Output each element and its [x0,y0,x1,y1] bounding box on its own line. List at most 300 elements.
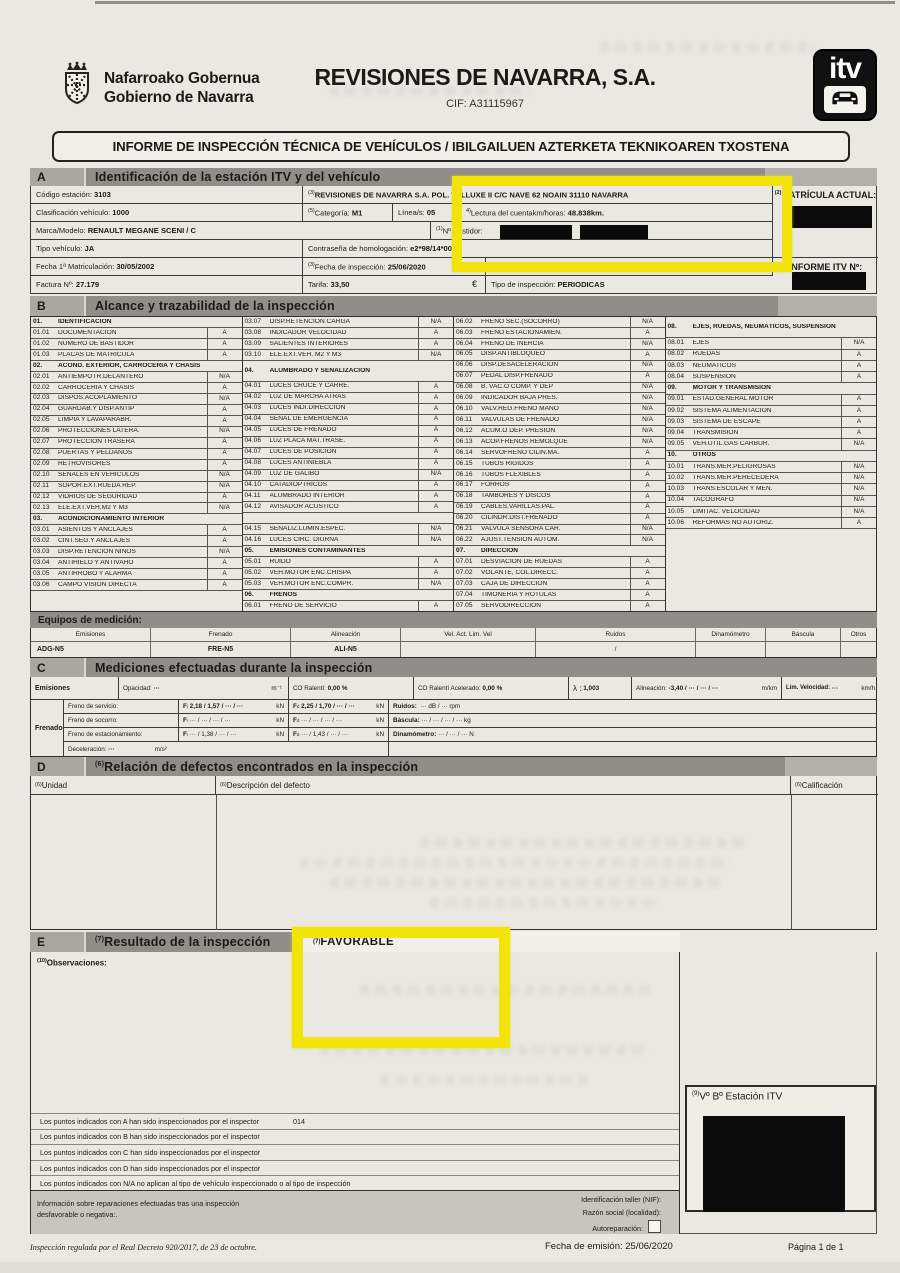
car-icon [824,86,866,113]
inspection-scope-table [30,316,877,612]
equipo-frenado-value: FRE-N5 [151,642,291,657]
item-label: ACOND. EXTERIOR, CARROCERÍA Y CHASIS [58,362,201,369]
inspection-item [454,568,665,579]
section-e-letter: E [30,932,86,952]
inspection-item [243,513,454,524]
frenado-row-label: Frenado [31,700,64,757]
item-code: 04.09 [244,470,262,478]
item-code: 02.01 [33,372,50,380]
inspection-item [243,437,454,448]
equipos-col-emisiones: Emisiones [31,628,151,641]
estacion-sup: (3) [308,190,315,196]
freno-servicio-fd-value: 2,25 / 1,70 / ··· / ··· [301,703,355,710]
item-label: DISP.DESACELERACION [481,362,559,369]
info-line1: Información sobre reparaciones efectuadas tras una inspección [37,1199,240,1208]
item-code: 04.08 [244,459,262,467]
item-result: A [630,568,665,578]
item-result: A [841,518,876,528]
item-code: 06.03 [456,328,473,336]
item-result: N/A [841,439,876,449]
item-label: CAJA DE DIRECCION [481,580,548,587]
f-sub-der: d [296,704,300,709]
item-label: REFORMAS NO AUTORIZ. [692,519,774,526]
item-label: ANTIEMPOTR.DELANTERO [58,373,144,380]
item-code: 02.08 [33,449,50,457]
navarra-coat-of-arms-icon [60,61,94,115]
inspection-item [31,449,242,460]
linea-cell [393,204,461,222]
item-result: A [418,404,453,414]
inspection-item [454,448,665,459]
freno-servicio-label: Freno de servicio: [64,700,179,714]
lectura-label: Lectura del cuentakm/horas: [470,208,566,218]
item-code: 03.06 [33,580,50,588]
item-label: CAMPO VISION DIRECTA [58,581,137,588]
section-b-title: Alcance y trazabilidad de la inspección [95,299,335,313]
item-code: 06.04 [456,339,473,347]
descripcion-header [216,776,791,795]
inspection-item [31,383,242,394]
item-label: LIMPIA Y LAVAPARABR. [58,417,132,424]
equipos-col-otros: Otros [850,631,867,638]
contrasena-label: Contraseña de homologación: [308,244,409,253]
inspection-item [666,496,877,507]
item-label: SEÑALES EN VEHICULOS [58,472,140,479]
item-result: A [418,481,453,491]
item-result: A [630,350,665,360]
legend-text: Los puntos indicados con N/A no aplican al tipo de vehículo inspeccionado o al tipo de inspección [40,1179,351,1189]
item-code: 06. [244,590,254,598]
inspection-item [454,383,665,394]
item-label: FRENO DE INERCIA [481,340,544,347]
lim-velocidad-value: ··· [831,684,839,692]
clasificacion-value: 1000 [112,208,130,217]
equipo-ruidos-value: / [536,642,696,657]
item-label: VOLANTE, COL.DIRECC. [481,569,558,576]
ruidos-value: ··· dB / ··· rpm [420,703,461,710]
item-label: CINT.SEG.Y ANCLAJES [58,538,131,545]
item-result: N/A [841,462,876,472]
item-result [208,317,242,327]
item-result: A [418,502,453,512]
item-result: A [630,481,665,491]
lectura-value: 48.838km. [567,208,604,218]
equipos-col-dinamometro: Dinamómetro [696,628,766,641]
item-code: 04.15 [244,525,262,533]
lim-velocidad-label: Lim. Velocidad: [786,685,831,691]
tipo-inspeccion-label: Tipo de inspección: [491,280,556,289]
item-code: 02.13 [33,504,50,512]
item-code: 04.06 [244,437,262,445]
item-result: N/A [418,317,453,327]
categoria-label: Categoría: [314,208,350,218]
item-label: EJES [692,340,709,347]
fecha-matriculacion-label: Fecha 1ª Matriculación: [36,262,115,271]
item-code: 03.02 [33,537,50,545]
inspection-item [666,507,877,518]
item-code: 08.03 [667,361,685,369]
observaciones-label: Observaciones: [46,958,107,968]
inspection-item [31,558,242,569]
kn-unit: kN [276,703,284,710]
item-label: LUCES CRUCE Y CARRE. [269,383,350,390]
deceleracion-value: ··· [108,746,115,753]
freno-socorro-fd [289,714,389,728]
inspection-item [454,503,665,514]
tipo-inspeccion-value: PERIODICAS [557,280,605,289]
inspection-item [31,569,242,580]
opacidad-label: Opacidad: [123,684,152,692]
item-label: NEUMATICOS [692,362,736,369]
inspection-item [454,459,665,470]
item-label: AJUST.TENSION AUTOM. [481,537,560,544]
item-result: N/A [207,372,242,382]
f-symbol: F [293,703,297,710]
item-label: AVISADOR ACUSTICO [269,504,339,511]
item-label: DISPOS.ACOPLAMIENTO [58,395,138,402]
freno-servicio-fi-value: 2,18 / 1,57 / ··· / ··· [189,703,244,710]
equipos-col-bascula: Báscula [766,628,841,641]
item-label: ELE.EXT.VEH.M2 Y M3 [58,505,128,512]
co-acelerado-cell [414,677,569,700]
item-label: LUCES CIRC. DIURNA [269,537,339,544]
item-code: 04.03 [244,404,262,412]
deceleracion-unit: m/s² [154,746,167,753]
government-name [104,69,260,108]
info-line2: desfavorable o negativa:. [37,1209,118,1219]
report-title: INFORME DE INSPECCIÓN TÉCNICA DE VEHÍCULOS / IBILGAILUEN AZTERKETA TEKNIKOAREN TXOSTENA [112,139,790,154]
item-result: A [418,437,453,447]
inspection-item [31,394,242,405]
vobo-sup: (9) [692,1091,700,1097]
co-ralenti-cell [289,677,414,700]
inspection-item [666,484,877,495]
f-symbol: F [183,731,187,738]
equipos-title: Equipos de medición: [38,614,142,626]
item-result: A [418,328,453,338]
item-result: N/A [207,427,242,437]
item-result [419,513,453,523]
item-label: PROTECCION TRASERA [58,439,135,446]
reparaciones-info-box [31,1190,679,1234]
item-label: RUIDO [269,558,291,565]
freno-socorro-fi-value: ··· / ··· / ··· / ··· [189,717,231,724]
item-code: 02.12 [33,493,50,501]
inspection-item [31,460,242,471]
descripcion-label: Descripción del defecto [226,780,310,790]
inspection-item [243,579,454,590]
item-label: ALUMBRADO INTERIOR [269,493,345,500]
inspection-item [31,525,242,536]
freno-servicio-fi [179,700,289,714]
item-result: A [630,459,665,469]
section-e-title [86,935,299,949]
lim-velocidad-unit: km/h [861,684,875,692]
item-code: 02.07 [33,438,50,446]
marca-label: Marca/Modelo: [36,226,86,235]
item-code: 10.03 [667,485,685,493]
item-code: 01.02 [33,339,50,347]
inspection-item [243,361,454,382]
item-result: A [630,590,665,600]
dinamometro-value: ··· / ··· / ··· N [438,731,474,738]
f-symbol: F [293,717,297,724]
item-result: N/A [630,426,665,436]
item-code: 06.09 [456,394,473,402]
item-label: ANTIRROBO Y ALARMA [58,570,132,577]
item-result: A [630,372,665,382]
inspection-item [31,514,242,525]
item-label: ASIENTOS Y ANCLAJES [58,527,133,534]
item-code: 02.10 [33,471,50,479]
tipo-vehiculo-cell [31,240,303,258]
item-result: A [418,601,453,611]
inspection-item [31,339,242,350]
deceleracion-label: Deceleración: [68,746,107,753]
inspection-item [243,557,454,568]
inspection-item [31,416,242,427]
item-result: A [418,339,453,349]
item-label: VEH.MOTOR ENC.CHISPA [269,569,351,576]
inspection-item [454,514,665,525]
freno-estacionamiento-fd-value: ··· / 1,43 / ··· / ··· [301,731,349,738]
estacion-direccion-resaltada: XE II C/C NAVE 62 NOAIN 31110 NAVARRA [475,190,629,200]
inspection-item [454,317,665,328]
item-result: A [841,428,876,438]
item-result: A [207,569,242,579]
item-result: N/A [418,524,453,534]
inspection-item [666,383,877,394]
item-result: A [418,415,453,425]
item-code: 09.01 [667,395,685,403]
item-code: 02.11 [33,482,50,490]
item-label: FRENOS [269,591,297,598]
inspection-item [454,339,665,350]
linea-label: Línea/s: [398,208,425,217]
item-result: N/A [630,339,665,349]
item-code: 04.04 [244,415,262,423]
calificacion-sup: (6) [795,782,802,788]
kn-unit: kN [376,731,384,738]
clasificacion-label: Clasificación vehículo: [36,208,111,217]
item-label: LUCES DE FRENADO [269,427,337,434]
item-label: ESTAD.GENERAL MOTOR [692,396,774,403]
unidad-label: Unidad [41,780,68,790]
company-cif: CIF: A31115967 [446,98,524,110]
item-code: 06.18 [456,492,473,500]
resultado-value: FAVORABLE [320,936,395,948]
item-code: 02.04 [33,405,50,413]
item-code: 07.03 [456,579,473,587]
item-code: 10.06 [667,518,685,526]
item-result: N/A [418,535,453,545]
item-result: N/A [630,437,665,447]
item-code: 04.07 [244,448,262,456]
item-code: 02.05 [33,416,50,424]
inspection-item [243,470,454,481]
codigo-estacion-value: 3103 [93,190,111,199]
item-result: N/A [207,482,242,492]
marca-modelo-cell [31,222,431,240]
item-label: GUARDAB.Y DISP.ANTIP [58,406,135,413]
inspection-item [243,415,454,426]
section-d-letter: D [30,757,86,776]
alineacion-cell [632,677,782,700]
legend-text: Los puntos indicados con B han sido inspeccionados por el inspector [40,1132,260,1142]
inspection-item [31,547,242,558]
fecha-inspeccion-label: Fecha de inspección: [314,262,386,272]
item-code: 04. [244,366,254,374]
item-label: INDICADOR BAJA PRES. [481,395,558,402]
equipos-col-alineacion: Alineación [291,628,401,641]
item-result: A [207,536,242,546]
inspection-item [666,529,877,611]
bastidor-label: Nº Bastidor: [442,226,483,236]
mediciones-table [30,677,877,757]
inspection-column-2 [243,317,455,611]
freno-estacionamiento-fi [179,728,289,742]
item-result: A [630,503,665,513]
item-code: 06.06 [456,361,473,369]
scan-top-edge-line [95,1,895,4]
item-label: VEH.UTIL.GAS CARBUR. [692,441,770,448]
item-label: B. VAC.O COMP. Y DEP [481,384,554,391]
lambda-cell [569,677,632,700]
categoria-cell [303,204,393,222]
inspection-item [243,317,454,328]
item-code: 04.02 [244,393,262,401]
item-label: ALUMBRADO Y SEÑALIZACIÓN [269,367,370,374]
item-code: 03. [33,515,43,523]
item-code: 10.05 [667,507,685,515]
section-c-header [30,658,877,677]
section-a-title: Identificación de la estación ITV y del vehículo [95,170,381,184]
inspection-item [454,481,665,492]
inspection-item [243,546,454,557]
unidad-sup: (6) [35,782,42,788]
legend-inspector-code: 014 [292,1116,305,1126]
item-result: A [841,417,876,427]
inspection-item [454,590,665,601]
equipos-header [30,612,877,628]
equipos-col-ruidos: Ruidos [536,628,696,641]
inspection-column-3 [454,317,666,611]
item-result: A [630,579,665,589]
item-label: TRANS.MER.PELIGROSAS [692,463,776,470]
item-code: 06.16 [456,470,473,478]
item-label: SEÑALIZ.LUMIN.ESPEC. [269,526,346,533]
inspection-item [454,393,665,404]
clasificacion-cell [31,204,303,222]
inspection-item [243,590,454,601]
item-code: 06.19 [456,503,473,511]
f-sub-der: d [296,732,300,737]
item-code: 09.03 [667,417,685,425]
item-code: 04.01 [244,382,262,390]
item-code: 03.05 [33,569,50,577]
item-result: N/A [418,579,453,589]
item-result: N/A [630,415,665,425]
item-result: A [207,350,242,360]
inspection-item [31,438,242,449]
fecha-matriculacion-cell [31,258,303,276]
footer-pagina: Página 1 de 1 [788,1242,844,1252]
inspection-item [31,328,242,339]
inspection-item [243,601,454,611]
item-label: VIDRIOS DE SEGURIDAD [58,494,138,501]
alineacion-unit: m/km [761,684,777,692]
item-code: 07. [456,547,466,555]
item-code: 10.04 [667,496,685,504]
inspection-item [454,546,665,557]
lambda-value: 1,003 [583,684,600,692]
item-code: 08.02 [667,350,685,358]
item-result: A [418,568,453,578]
inspection-item [454,328,665,339]
lim-velocidad-cell [782,677,877,700]
item-code: 10. [667,451,677,459]
inspection-item [243,404,454,415]
item-code: 06.13 [456,437,473,445]
item-result: A [207,525,242,535]
item-result: A [207,460,242,470]
inspection-item [666,451,877,462]
inspection-item [31,580,242,591]
item-code: 06.02 [456,317,473,325]
lectura-sup: 4) [466,208,471,214]
section-d-header [30,757,877,776]
item-result [631,546,665,556]
f-sub-izq: i [186,732,188,737]
informe-itv-label: INFORME ITV Nº: [788,262,863,272]
item-result: N/A [630,393,665,403]
item-code: 08.04 [667,372,685,380]
item-result: A [841,361,876,371]
item-result [208,591,242,611]
f-symbol: F [293,731,297,738]
government-name-basque: Nafarroako Gobernua [104,70,260,87]
item-result: N/A [630,317,665,327]
section-e-sup: (7) [95,935,105,943]
highlight-box-lectura [452,176,792,272]
inspection-item [666,317,877,338]
marca-value: RENAULT MEGANE SCENI / C [87,226,196,235]
defectos-table [30,776,877,930]
defectos-col-divider [216,795,217,930]
item-code: 03.03 [33,548,50,556]
item-code: 04.12 [244,503,262,511]
item-result: A [841,406,876,416]
item-result [419,546,453,556]
opacidad-value: ··· [153,684,160,692]
item-label: PUERTAS Y PELDAÑOS [58,450,133,457]
f-symbol: F [183,717,187,724]
item-result: A [841,395,876,405]
item-label: LUZ DE MARCHA ATRAS [269,394,346,401]
legend-line [31,1161,679,1177]
section-c-title: Mediciones efectuadas durante la inspección [95,660,373,675]
item-label: PEDAL DISP.FRENADO [481,373,553,380]
dinamometro-label: Dinamómetro: [393,731,437,738]
item-result: N/A [841,338,876,348]
taller-nif-label: Identificación taller (NIF): [581,1195,661,1204]
item-code: 06.21 [456,525,473,533]
item-code: 06.08 [456,383,473,391]
freno-socorro-label: Freno de socorro: [64,714,179,728]
section-d-title-text: Relación de defectos encontrados en la inspección [104,759,419,774]
inspection-item [31,405,242,416]
item-result: A [207,449,242,459]
